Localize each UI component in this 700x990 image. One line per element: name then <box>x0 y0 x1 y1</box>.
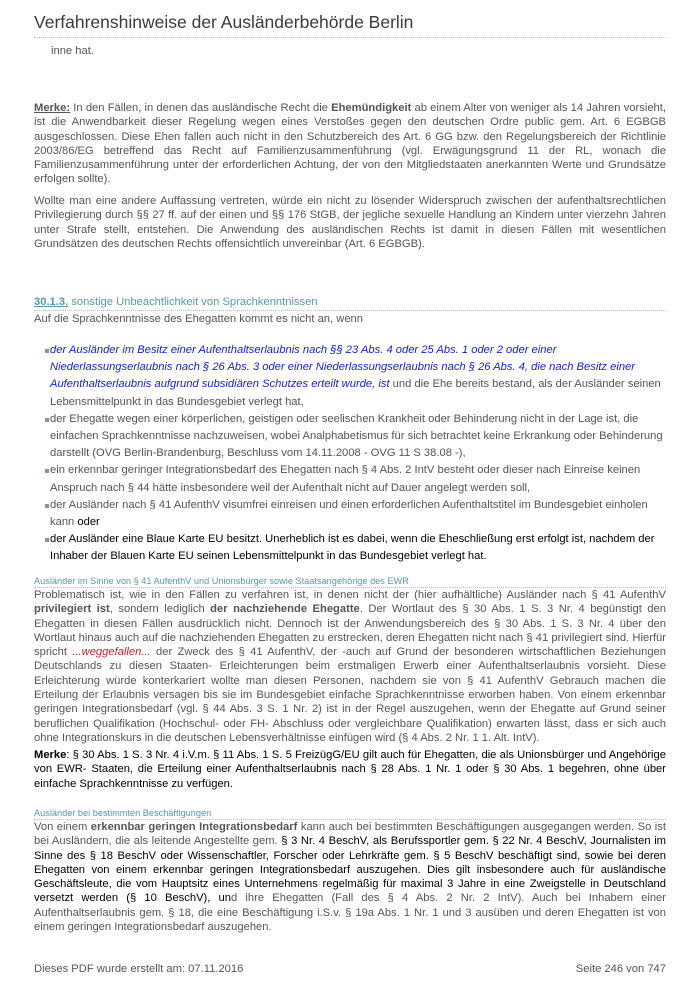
merke-label: Merke: <box>34 102 71 114</box>
conditions-list <box>34 342 666 566</box>
sub1-text-c: . Der Wortlaut des § 30 Abs. 1 S. 3 Nr. 4 begünstigt den Ehegatten in diesen Fällen ausdrücklich nicht. Dennoch ist der Anwendungsbereich des § 30 Abs. 1 S. 3 Nr. 4 über den Wortlaut hinaus auch auf die nachziehenden Ehegatten zu erstrecken, deren Ehegatten nicht nach § 41 privilegiert sind. Hierfür spricht <box>34 603 666 659</box>
section-heading <box>34 295 666 309</box>
bullet-square-icon <box>45 418 49 422</box>
section-lead-text: Auf die Sprachkenntnisse des Ehegatten kommt es nicht an, wenn <box>34 313 363 325</box>
list-item-text: der Ausländer eine Blaue Karte EU besitzt. Unerheblich ist es dabei, wenn die Eheschließung erst erfolgt ist, nachdem der Inhaber der Blauen Karte EU seinen Lebensmittelpunkt in das Bundesgebiet verlegt hat. <box>50 533 655 563</box>
paragraph-2-text: Wollte man eine andere Auffassung vertreten, würde ein nicht zu lösender Widerspruch zwischen der aufenthaltsrechtlichen Privilegierung durch §§ 27 ff. auf der einen und §§ 176 StGB, der jegliche sexuelle Handlung an Kindern unter vierzehn Jahren unter Strafe stellt, entstehen. Die Anwendung des ausländischen Rechts ist damit in diesen Fällen mit wesentlichen Grundsätzen des deutschen Rechts offensichtlich unvereinbar (Art. 6 EGBGB). <box>34 195 666 250</box>
sub1-red-note: ...weggefallen... <box>72 646 151 659</box>
list-item-text: und die Ehe bereits bestand, als der Ausländer seinen Lebensmittelpunkt in das Bundesgebiet verlegt hat, <box>50 378 661 408</box>
sub2-paragraph <box>34 820 666 934</box>
merke-paragraph-2 <box>34 748 666 791</box>
section-title: sonstige Unbeachtlichkeit von Sprachkenntnissen <box>68 296 318 308</box>
bullet-square-icon <box>45 469 49 473</box>
list-item <box>34 497 666 531</box>
merke-2-label: Merke <box>34 749 67 761</box>
list-item <box>34 342 666 411</box>
section-lead <box>34 312 666 326</box>
sub2-text-a: Von einem <box>34 821 91 833</box>
subheading-2-text: Ausländer bei bestimmten Beschäftigungen <box>34 808 212 818</box>
sub2-text-b: kann auch bei bestimmten Beschäftigungen ausgegangen werden. So ist bei Ausländern, die als leitende Angestellte gem. <box>34 821 666 848</box>
sub2-bold: erkennbar geringen Integrationsbedarf <box>90 821 298 833</box>
footer-created-date: Dieses PDF wurde erstellt am: 07.11.2016 <box>34 963 244 975</box>
list-item <box>34 411 666 463</box>
list-item <box>34 462 666 496</box>
sub1-text-b: , sondern lediglich <box>109 603 211 616</box>
intro-fragment: inne hat. <box>51 45 94 57</box>
page-title: Verfahrenshinweise der Ausländerbehörde Berlin <box>34 12 414 32</box>
merke-paragraph-1 <box>34 101 666 187</box>
list-item-text: der Ausländer nach § 41 AufenthV visumfrei einreisen und einen erforderlichen Aufenthaltstitel im Bundesgebiet einholen kann <box>50 498 648 529</box>
merke-2-text: : § 30 Abs. 1 S. 3 Nr. 4 i.V.m. § 11 Abs. 1 S. 5 FreizügG/EU gilt auch für Ehegatten, die als Unionsbürger und Angehörige von EWR- Staaten, die Erteilung einer Aufenthaltserlaubnis nach § 28 Abs. 1 Nr. 1 oder § 30 Abs. 1 begehren, ohne über einfache Sprachkenntnisse zu verfügen. <box>34 749 666 790</box>
list-item-conjunction: oder <box>74 516 100 529</box>
subheading-2 <box>34 807 666 819</box>
list-item-italic-text: der Ausländer im Besitz einer Aufenthaltserlaubnis nach §§ 23 Abs. 4 oder 25 Abs. 1 oder 2 oder einer Niederlassungserlaubnis nach § 26 Abs. 3 oder einer Niederlassungserlaubnis nach § 26 Abs. 4, die nach Besitz einer Aufenthaltserlaubnis aufgrund subsidiären Schutzes erteilt wurde, ist <box>50 344 636 391</box>
bullet-square-icon <box>45 504 49 508</box>
bullet-square-icon <box>45 538 49 542</box>
sub1-text-a: Problematisch ist, wie in den Fällen zu verfahren ist, in denen nicht der (hier aufhältliche) Ausländer nach § 41 AufenthV <box>34 589 666 601</box>
sub1-bold-b: der nachziehende Ehegatte <box>210 603 360 616</box>
list-item-text: der Ehegatte wegen einer körperlichen, geistigen oder seelischen Krankheit oder Behinderung nicht in der Lage ist, die einfachen Sprachkenntnisse nachzuweisen, wobei Analphabetismus für sich betrachtet keine Erkrankung oder Behinderung darstellt (OVG Berlin-Brandenburg, Beschluss vom 14.11.2008 - OVG 11 S 38.08 -), <box>50 412 663 460</box>
intro-text <box>34 44 666 58</box>
paragraph-2 <box>34 194 666 251</box>
sub1-text-d: der Zweck des § 41 AufenthV, der -auch auf Grund der besonderen wirtschaftlichen Beziehungen Deutschlands zu diesen Staaten- Erleichterungen beim erstmaligen Erwerb einer Aufenthaltserlaubnis vorsieht. Diese Erleichterung würde konterkariert wollte man diesen Personen, nachdem sie von § 41 AufenthV Gebrauch machen die Erteilung der Erlaubnis versagen bis sie im Bundesgebiet einfache Sprachkenntnisse erworben haben. Von einem erkennbar geringen Integrationsbedarf (vgl. § 44 Abs. 3 S. 1 Nr. 2) ist in der Regel auszugehen, wenn der Ehegatte auf Grund seiner beruflichen Qualifikation (Hochschul- oder FH- Abschluss oder vergleichbare Qualifikation) erwarten lässt, dass er sich auch ohne Integrationskurs in die deutschen Lebensverhältnisse einfügen wird (§ 4 Abs. 2 Nr. 1 1. Alt. IntV). <box>34 646 666 744</box>
footer-page-number: Seite 246 von 747 <box>575 963 666 975</box>
conditions-list-wrapper <box>34 342 666 566</box>
section-divider <box>34 310 666 311</box>
sub1-bold-a: privilegiert ist <box>34 603 110 616</box>
list-item-text: ein erkennbar geringer Integrationsbedarf des Ehegatten nach § 4 Abs. 2 IntV besteht oder dieser nach Einreise keinen Anspruch nach § 44 hätte insbesondere weil der Aufenthalt nicht auf Dauer angelegt werden soll, <box>50 464 641 494</box>
bullet-square-icon <box>45 349 49 353</box>
merke-text-a: In den Fällen, in denen das ausländische Recht die <box>70 102 332 114</box>
sub2-black-text: § 3 Nr. 4 BeschV, als Berufssportler gem. § 22 Nr. 4 BeschV, Journalisten im Sinne des § 18 BeschV oder Wissenschaftler, Forscher oder Lehrkräfte gem. § 5 BeschV beschäftigt sind, sowie bei deren Ehegatten von einem erkennbar geringen Integrationsbedarf auszugehen. Dies gilt insbesondere auch für ausländische Geschäftsleute, die vom Hauptsitz eines Unternehmens regelmäßig für maximal 3 Jahre in eine Zweigstelle in Deutschland versetzt werden (§ 10 BeschV), un <box>34 835 666 905</box>
title-divider <box>34 37 666 38</box>
subheading-1-text: Ausländer im Sinne von § 41 AufenthV und Unionsbürger sowie Staatsangehörige des EWR <box>34 576 409 586</box>
section-number: 30.1.3. <box>34 296 69 308</box>
sub2-text-c: d ihre Ehegatten (Fall des § 4 Abs. 2 Nr. 2 IntV). Auch bei Inhabern einer Aufenthaltserlaubnis gem. § 18, die eine Beschäftigung i.S.v. § 19a Abs. 1 Nr. 1 und 3 ausüben und deren Ehegatten ist von einem geringen Integrationsbedarf auszugehen. <box>34 892 666 934</box>
merke-text-b: ab einem Alter von weniger als 14 Jahren vorsieht, ist die Anwendbarkeit dieser Regelung wegen eines Verstoßes gegen den deutschen Ordre public gem. Art. 6 EGBGB ausgeschlossen. Diese Ehen fallen auch nicht in den Schutzbereich des Art. 6 GG bzw. den Regelungsbereich der Richtlinie 2003/86/EG betreffend das Recht auf Familienzusammenführung (vgl. Erwägungsgrund 11 der RL, wonach die Familienzusammenführung unter der erforderlichen Achtung, der von den Mitgliedstaaten anerkannten Werte und Grundsätze erfolgen sollte). <box>34 102 666 186</box>
merke-bold-term: Ehemündigkeit <box>331 102 412 114</box>
sub1-paragraph <box>34 588 666 745</box>
subheading-1 <box>34 575 666 587</box>
list-item <box>34 531 666 565</box>
